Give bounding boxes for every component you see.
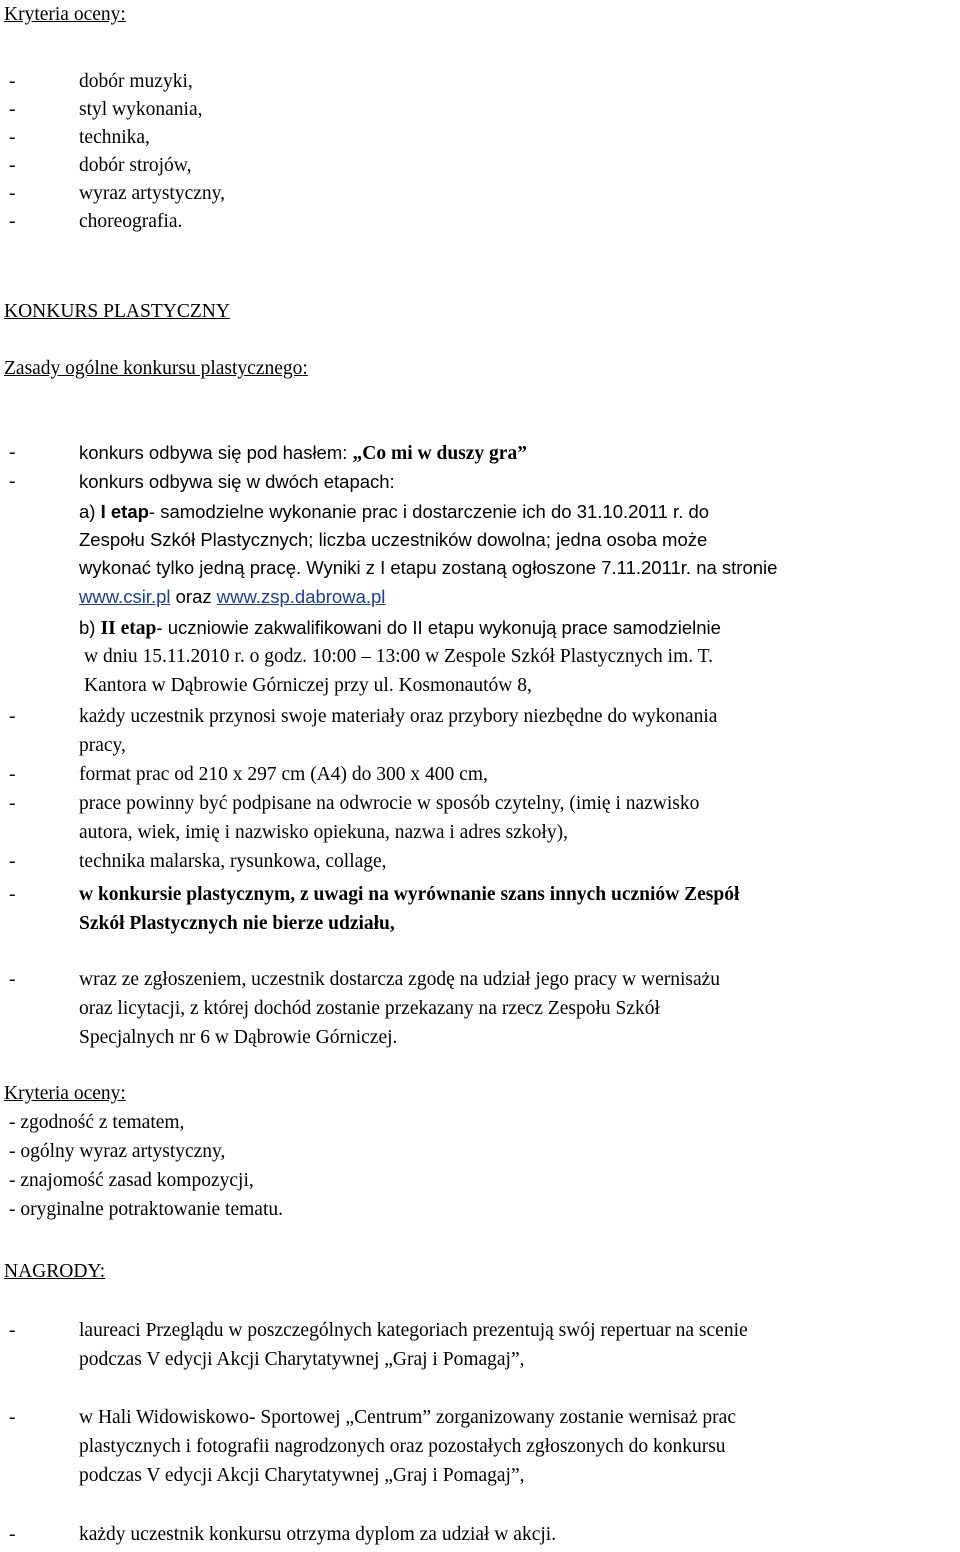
bullet-dash: - — [9, 99, 16, 120]
rule-text: autora, wiek, imię i nazwisko opiekuna, nazwa i adres szkoły), — [79, 822, 568, 843]
bullet-dash: - — [9, 764, 16, 785]
rule-text: wraz ze zgłoszeniem, uczestnik dostarcza zgodę na udział jego pracy w wernisażu — [79, 969, 721, 990]
rule-text: pracy, — [79, 735, 126, 756]
prize-text: podczas V edycji Akcji Charytatywnej „Graj i Pomagaj”, — [79, 1465, 525, 1486]
bullet-dash: - — [9, 471, 16, 492]
bullet-dash: - — [9, 183, 16, 204]
bullet-dash: - — [9, 969, 16, 990]
links-and: oraz — [170, 586, 217, 607]
bullet-dash: - — [9, 155, 16, 176]
rule-bold-text: w konkursie plastycznym, z uwagi na wyrównanie szans innych uczniów Zespół — [79, 884, 740, 905]
criteria-item: dobór muzyki, — [79, 71, 193, 92]
stages-intro: konkurs odbywa się w dwóch etapach: — [79, 471, 395, 492]
section-title: KONKURS PLASTYCZNY — [4, 301, 230, 322]
prize-text: podczas V edycji Akcji Charytatywnej „Graj i Pomagaj”, — [79, 1349, 525, 1370]
bullet-dash: - — [9, 793, 16, 814]
criteria-item: - znajomość zasad kompozycji, — [9, 1170, 254, 1191]
criteria-heading: Kryteria oceny: — [4, 4, 126, 25]
prize-text: plastycznych i fotografii nagrodzonych oraz pozostałych zgłoszonych do konkursu — [79, 1436, 726, 1457]
criteria-item: styl wykonania, — [79, 99, 203, 120]
criteria-heading: Kryteria oceny: — [4, 1083, 126, 1104]
criteria-item: technika, — [79, 127, 150, 148]
stage-b-line — [79, 616, 721, 641]
stage-b-text: w dniu 15.11.2010 r. o godz. 10:00 – 13:00 w Zespole Szkół Plastycznych im. T. — [84, 646, 713, 667]
rule-text: technika malarska, rysunkowa, collage, — [79, 851, 387, 872]
bullet-dash: - — [9, 1407, 16, 1428]
stage-a-line — [79, 500, 709, 524]
stage-a-text: Zespołu Szkół Plastycznych; liczba uczestników dowolna; jedna osoba może — [79, 529, 708, 550]
prize-text: w Hali Widowiskowo- Sportowej „Centrum” zorganizowany zostanie wernisaż prac — [79, 1407, 736, 1428]
criteria-item: wyraz artystyczny, — [79, 183, 226, 204]
bullet-dash: - — [9, 1524, 16, 1545]
bullet-dash: - — [9, 71, 16, 92]
rule-text: prace powinny być podpisane na odwrocie w sposób czytelny, (imię i nazwisko — [79, 793, 700, 814]
stage-b-prefix: b) — [79, 617, 101, 638]
stage-b-text: Kantora w Dąbrowie Górniczej przy ul. Kosmonautów 8, — [84, 675, 532, 696]
motto-text: konkurs odbywa się pod hasłem: — [79, 442, 353, 463]
stage-a-prefix: a) — [79, 501, 101, 522]
stage-a-label: I etap — [100, 501, 149, 522]
bullet-dash: - — [9, 1320, 16, 1341]
stage-b-text: - uczniowie zakwalifikowani do II etapu wykonują prace samodzielnie — [156, 617, 721, 638]
rule-bold-text: Szkół Plastycznych nie bierze udziału, — [79, 913, 395, 934]
link-zsp[interactable]: www.zsp.dabrowa.pl — [216, 586, 386, 607]
bullet-dash: - — [9, 127, 16, 148]
criteria-item: - oryginalne potraktowanie tematu. — [9, 1199, 283, 1220]
criteria-item: dobór strojów, — [79, 155, 192, 176]
criteria-item: - ogólny wyraz artystyczny, — [9, 1141, 226, 1162]
criteria-item: - zgodność z tematem, — [9, 1112, 185, 1133]
rule-text: każdy uczestnik przynosi swoje materiały oraz przybory niezbędne do wykonania — [79, 706, 718, 727]
stage-a-text: wykonać tylko jedną pracę. Wyniki z I etapu zostaną ogłoszone 7.11.2011r. na stronie — [79, 557, 778, 578]
bullet-dash: - — [9, 211, 16, 232]
prizes-heading: NAGRODY: — [4, 1261, 106, 1282]
rule-text: oraz licytacji, z której dochód zostanie przekazany na rzecz Zespołu Szkół — [79, 998, 660, 1019]
section-subtitle: Zasady ogólne konkursu plastycznego: — [4, 358, 308, 379]
motto-bold: „Co mi w duszy gra” — [352, 443, 527, 464]
bullet-dash: - — [9, 851, 16, 872]
prize-text: każdy uczestnik konkursu otrzyma dyplom za udział w akcji. — [79, 1524, 557, 1545]
links-line — [79, 585, 385, 609]
stage-a-text: - samodzielne wykonanie prac i dostarczenie ich do 31.10.2011 r. do — [148, 501, 710, 522]
bullet-dash: - — [9, 884, 16, 905]
criteria-item: choreografia. — [79, 211, 183, 232]
rule-text: Specjalnych nr 6 w Dąbrowie Górniczej. — [79, 1027, 398, 1048]
link-csir[interactable]: www.csir.pl — [79, 586, 171, 607]
rule-text: format prac od 210 x 297 cm (A4) do 300 x 400 cm, — [79, 764, 488, 785]
bullet-dash: - — [9, 442, 16, 463]
motto-line — [79, 441, 527, 466]
bullet-dash: - — [9, 706, 16, 727]
stage-b-label: II etap — [100, 618, 157, 639]
prize-text: laureaci Przeglądu w poszczególnych kategoriach prezentują swój repertuar na scenie — [79, 1320, 748, 1341]
